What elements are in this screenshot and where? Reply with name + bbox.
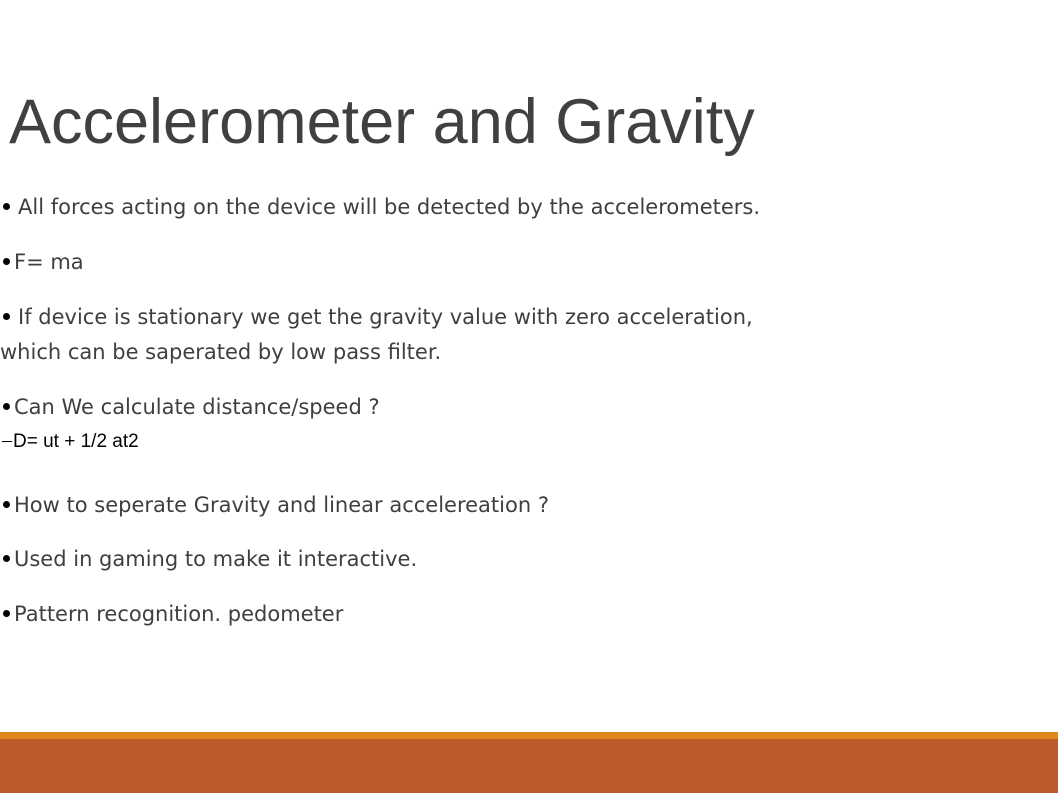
bullet-text: Can We calculate distance/speed ? (14, 395, 380, 419)
bullet-text: Used in gaming to make it interactive. (14, 547, 418, 571)
footer-band (0, 739, 1058, 793)
bullet-dot-icon (3, 258, 10, 265)
bullet-item (0, 597, 343, 631)
sub-bullet-text: D= ut + 1/2 at2 (13, 431, 139, 452)
bullet-text: If device is stationary we get the gravity value with zero acceleration, (18, 305, 753, 329)
sub-bullet-item (2, 429, 139, 455)
bullet-item (0, 300, 753, 334)
bullet-item (0, 245, 84, 279)
bullet-dot-icon (3, 203, 10, 210)
bullet-item (0, 190, 760, 224)
bullet-dot-icon (3, 610, 10, 617)
bullet-text: All forces acting on the device will be detected by the accelerometers. (18, 195, 761, 219)
bullet-dot-icon (3, 313, 10, 320)
slide-title: Accelerometer and Gravity (9, 87, 755, 157)
bullet-text: which can be saperated by low pass filter. (0, 340, 442, 364)
bullet-dot-icon (3, 501, 10, 508)
bullet-text: F= ma (14, 250, 84, 274)
bullet-dot-icon (3, 403, 10, 410)
footer-accent-stripe (0, 732, 1058, 739)
bullet-item (0, 542, 417, 576)
bullet-dot-icon (3, 555, 10, 562)
bullet-text: Pattern recognition. pedometer (14, 602, 344, 626)
dash-icon (2, 441, 12, 442)
bullet-item (0, 488, 549, 522)
bullet-item (0, 390, 380, 424)
bullet-text: How to seperate Gravity and linear accelereation ? (14, 493, 549, 517)
bullet-continuation (0, 335, 441, 369)
